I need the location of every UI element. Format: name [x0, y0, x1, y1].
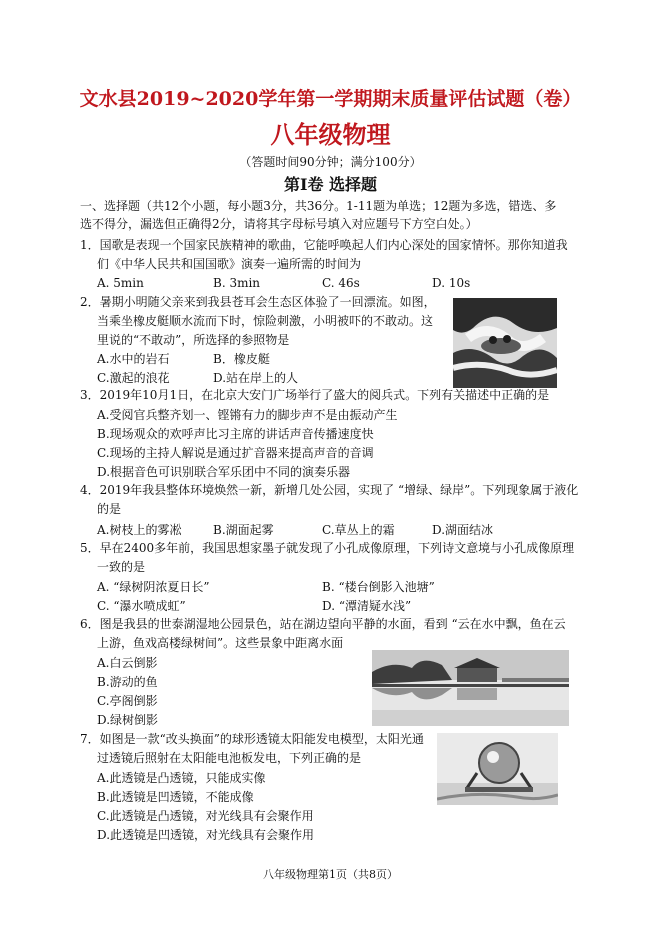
question-6-line: 上游，鱼戏高楼绿树间”。这些景象中距离水面 [97, 636, 344, 650]
question-2-line: 里说的“不敢动”，所选择的参照物是 [97, 333, 290, 347]
question-6-option: A.白云倒影 [97, 656, 158, 670]
question-2-option: D.站在岸上的人 [213, 371, 299, 385]
question-3-option: C.现场的主持人解说是通过扩音器来提高声音的音调 [97, 446, 374, 460]
question-3-option: A.受阅官兵整齐划一、铿锵有力的脚步声不是由振动产生 [97, 408, 398, 422]
question-1-option: C. 46s [322, 276, 360, 290]
exam-title: 文水县2019~2020学年第一学期期末质量评估试题（卷） [79, 88, 582, 110]
question-7-option: C.此透镜是凸透镜，对光线具有会聚作用 [97, 809, 314, 823]
question-2-line: 2．暑期小明随父亲来到我县苍耳会生态区体验了一回漂流。如图， [80, 295, 436, 309]
question-6-option: C.亭阁倒影 [97, 694, 158, 708]
question-3-option: B.现场观众的欢呼声比习主席的讲话声音传播速度快 [97, 427, 374, 441]
question-7-option: D.此透镜是凹透镜，对光线具有会聚作用 [97, 828, 315, 842]
rafting-photo [453, 298, 557, 388]
question-1-option: B. 3min [213, 276, 261, 290]
subject-title: 八年级物理 [270, 120, 391, 149]
solar-lens-photo [437, 733, 558, 805]
question-5-line: 一致的是 [97, 560, 146, 574]
question-2-option: A.水中的岩石 [97, 352, 170, 366]
question-3-option: D.根据音色可识别联合军乐团中不同的演奏乐器 [97, 465, 351, 479]
question-6-line: 6．图是我县的世泰湖湿地公园景色，站在湖边望向平静的水面，看到 “云在水中飘，鱼在云 [80, 617, 566, 631]
question-1-line: 1．国歌是表现一个国家民族精神的歌曲，它能呼唤起人们内心深处的国家情怀。那你知道我 [80, 238, 568, 252]
section-title: 第Ⅰ卷 选择题 [283, 175, 378, 194]
exam-info: （答题时间90分钟；满分100分） [239, 155, 422, 169]
question-1-option: A. 5min [97, 276, 144, 290]
question-7-option: A.此透镜是凸透镜，只能成实像 [97, 771, 266, 785]
question-4-line: 的是 [97, 502, 122, 516]
question-4-option: C.草丛上的霜 [322, 523, 395, 537]
question-7-line: 过透镜后照射在太阳能电池板发电，下列正确的是 [97, 751, 362, 765]
question-4-option: D.湖面结冰 [432, 523, 494, 537]
question-5-line: 5．早在2400多年前，我国思想家墨子就发现了小孔成像原理，下列诗文意境与小孔成像原理 [80, 541, 575, 555]
question-5-option: C. “瀑水喷成虹” [97, 599, 186, 613]
question-1-line: 们《中华人民共和国国歌》演奏一遍所需的时间为 [97, 257, 362, 271]
instructions-line: 选不得分，漏选但正确得2分，请将其字母标号填入对应题号下方空白处。） [80, 217, 478, 231]
question-7-line: 7．如图是一款“改头换面”的球形透镜太阳能发电模型，太阳光通 [80, 732, 424, 746]
question-2-option: B．橡皮艇 [213, 352, 270, 366]
instructions-line: 一、选择题（共12个小题，每小题3分，共36分。1-11题为单选；12题为多选，错选、多 [80, 199, 557, 213]
question-3-line: 3．2019年10月1日，在北京大安门广场举行了盛大的阅兵式。下列有关描述中正确的是 [80, 388, 550, 402]
question-4-line: 4．2019年我县整体环境焕然一新，新增几处公园，实现了 “增绿、绿岸”。下列现象属于液化 [80, 483, 579, 497]
question-5-option: A. “绿树阴浓夏日长” [97, 580, 210, 594]
question-6-option: D.绿树倒影 [97, 713, 159, 727]
question-7-option: B.此透镜是凹透镜，不能成像 [97, 790, 254, 804]
question-1-option: D. 10s [432, 276, 471, 290]
question-4-option: B.湖面起雾 [213, 523, 274, 537]
question-5-option: B. “楼台倒影入池塘” [322, 580, 435, 594]
question-4-option: A.树枝上的雾凇 [97, 523, 182, 537]
lake-pavilion-photo [372, 650, 569, 726]
question-2-option: C.激起的浪花 [97, 371, 170, 385]
question-2-line: 当乘坐橡皮艇顺水流而下时，惊险刺激，小明被吓的不敢动。这 [97, 314, 434, 328]
question-6-option: B.游动的鱼 [97, 675, 158, 689]
question-5-option: D. “潭清疑水浅” [322, 599, 412, 613]
page-footer: 八年级物理第1页（共8页） [263, 868, 398, 881]
